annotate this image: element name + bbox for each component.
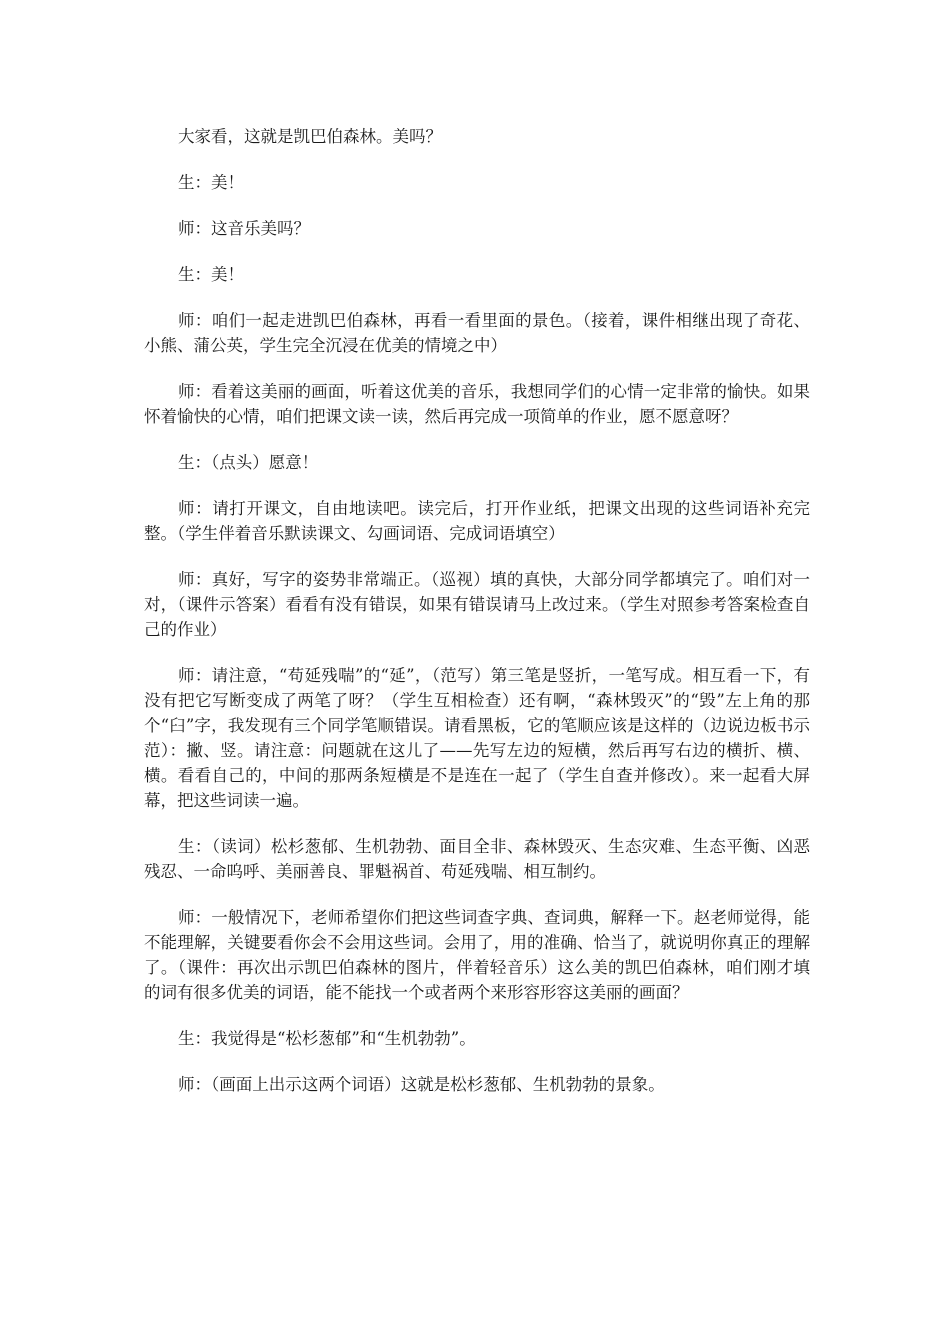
document-body	[144, 124, 810, 1118]
paragraph: 师：咱们一起走进凯巴伯森林，再看一看里面的景色。（接着，课件相继出现了奇花、小熊、蒲公英，学生完全沉浸在优美的情境之中）	[144, 311, 810, 355]
paragraph: 师：请注意，“苟延残喘”的“延”，（范写）第三笔是竖折，一笔写成。相互看一下，有没有把它写断变成了两笔了呀？（学生互相检查）还有啊，“森林毁灭”的“毁”左上角的那个“臼”字，我发现有三个同学笔顺错误。请看黑板，它的笔顺应该是这样的（边说边板书示范）：撇、竖。请注意：问题就在这儿了——先写左边的短横，然后再写右边的横折、横、横。看看自己的，中间的那两条短横是不是连在一起了（学生自查并修改）。来一起看大屏幕，把这些词读一遍。	[144, 666, 810, 810]
paragraph: 师：请打开课文，自由地读吧。读完后，打开作业纸，把课文出现的这些词语补充完整。（学生伴着音乐默读课文、勾画词语、完成词语填空）	[144, 499, 810, 543]
paragraph: 生：（点头）愿意！	[178, 453, 319, 472]
paragraph: 生：美！	[178, 173, 244, 192]
paragraph: 生：我觉得是“松杉葱郁”和“生机勃勃”。	[178, 1029, 476, 1048]
paragraph: 师：这音乐美吗？	[178, 219, 310, 238]
paragraph: 师：真好，写字的姿势非常端正。（巡视）填的真快，大部分同学都填完了。咱们对一对，（课件示答案）看看有没有错误，如果有错误请马上改过来。（学生对照参考答案检查自己的作业）	[144, 570, 810, 639]
paragraph: 师：一般情况下，老师希望你们把这些词查字典、查词典，解释一下。赵老师觉得，能不能理解，关键要看你会不会用这些词。会用了，用的准确、恰当了，就说明你真正的理解了。（课件：再次出示凯巴伯森林的图片，伴着轻音乐）这么美的凯巴伯森林，咱们刚才填的词有很多优美的词语，能不能找一个或者两个来形容形容这美丽的画面？	[144, 908, 810, 1002]
paragraph: 大家看，这就是凯巴伯森林。美吗？	[178, 127, 442, 146]
paragraph: 师：（画面上出示这两个词语）这就是松杉葱郁、生机勃勃的景象。	[178, 1075, 665, 1094]
paragraph: 师：看着这美丽的画面，听着这优美的音乐，我想同学们的心情一定非常的愉快。如果怀着愉快的心情，咱们把课文读一读，然后再完成一项简单的作业，愿不愿意呀？	[144, 382, 810, 426]
paragraph: 生：（读词）松杉葱郁、生机勃勃、面目全非、森林毁灭、生态灾难、生态平衡、凶恶残忍、一命呜呼、美丽善良、罪魁祸首、苟延残喘、相互制约。	[144, 837, 810, 881]
paragraph: 生：美！	[178, 265, 244, 284]
